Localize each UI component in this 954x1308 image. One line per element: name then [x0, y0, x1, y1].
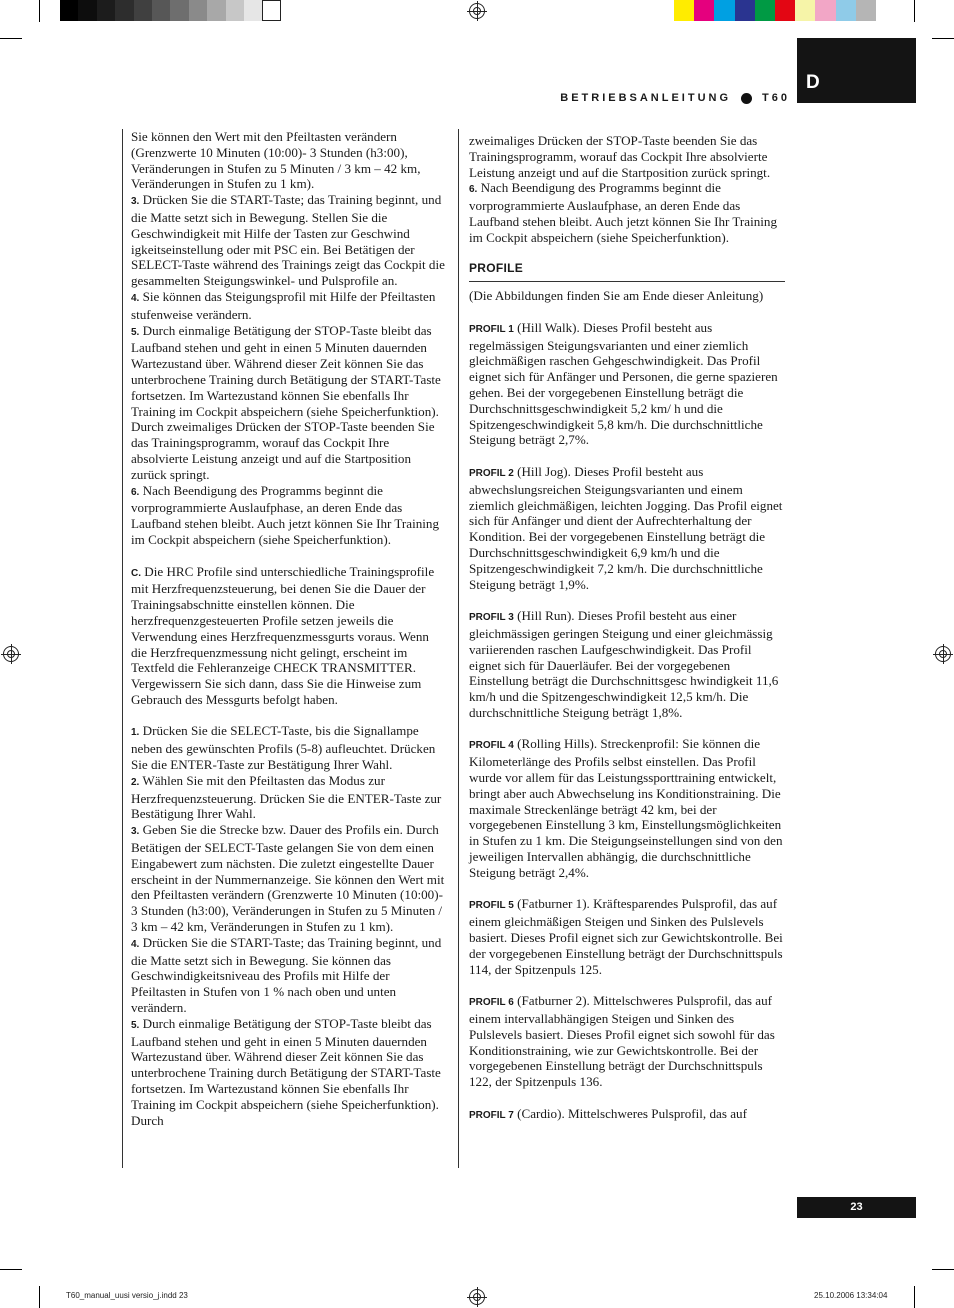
left-column-rule: [122, 129, 123, 1168]
crop-mark: [39, 1286, 40, 1308]
crop-mark: [932, 1269, 954, 1270]
hrc-step-5: 5. Durch einmalige Betätigung der STOP-Taste bleibt das Laufband stehen und geht in einen 5 Minuten dauernden Wartezustand über. Während dieser Zeit können Sie das unterbrochene Training durch Betätigung der START-Taste fortsetzen. Im Wartezustand können Sie ebenfalls Ihr Training im Cockpit abspeichern (siehe Speicherfunktion). Durch: [131, 1015, 441, 1128]
header-model: T60: [762, 92, 790, 104]
gray-swatch: [134, 0, 152, 21]
registration-mark-icon: [469, 3, 485, 19]
color-swatch: [856, 0, 876, 21]
registration-mark-icon: [3, 646, 19, 662]
bullet-icon: [741, 93, 752, 104]
paragraph: Sie können den Wert mit den Pfeiltasten verändern (Grenzwerte 10 Minuten (10:00)- 3 Stunden (h3:00), Veränderungen in Stufen zu 5 Minuten / 3 km – 42 km, Veränderungen in Stufen zu 1 km).: [131, 129, 421, 192]
gray-swatch: [78, 0, 96, 21]
step-6: 6. Nach Beendigung des Programms beginnt die vorprogrammierte Auslaufphase, an deren Ende das Laufband stehen bleibt. Auch jetzt können Sie Ihr Training im Cockpit abspeichern (siehe Speicherfunktion).: [469, 180, 778, 245]
step-5: 5. Durch einmalige Betätigung der STOP-Taste bleibt das Laufband stehen und geht in einen 5 Minuten dauernden Wartezustand über. Während dieser Zeit können Sie das unterbrochene Training durch Betätigung der START-Taste fortsetzen. Im Wartezustand können Sie ebenfalls Ihr Training im Cockpit abspeichern (siehe Speicherfunktion). Durch zweimaliges Drücken der STOP-Taste beenden Sie das Trainingsprogramm, worauf das Cockpit Ihre absolvierte Leistung anzeigt und auf die Startposition zurück springt.: [131, 322, 441, 482]
registration-mark-icon: [935, 646, 951, 662]
step-4: 4. Sie können das Steigungsprofil mit Hilfe der Pfeiltasten stufenweise verändern.: [131, 288, 436, 322]
right-column-rule: [458, 129, 459, 1168]
color-swatch: [674, 0, 694, 21]
color-swatch: [836, 0, 856, 21]
gray-swatch: [244, 0, 262, 21]
section-c: C. Die HRC Profile sind unterschiedliche Trainingsprofile mit Herzfrequenzsteuerung, bei denen Sie die Dauer der Trainingsabschnitte einstellen können. Die herzfrequenzgesteuerten Profile setzen jeweils die Verwendung eines Herzfrequenzmessgurts voraus. Wenn die Herzfrequenzmessung nicht gelingt, erscheint im Textfeld die Fehleranzeige CHECK TRANSMITTER. Vergewissern Sie sich dann, dass Sie die Hinweise zum Gebrauch des Messgurts befolgt haben.: [131, 563, 435, 707]
gray-swatch: [226, 0, 244, 21]
profile-4: PROFIL 4 (Rolling Hills). Streckenprofil: Sie können die Kilometerlänge des Profils selbst einstellen. Das Profil wurde vor allem für das Leistungssporttraining entwickelt, bringt aber auch Abwechselung ins Konditionstraining. Die maximale Streckenlänge beträgt 42 km, bei der vorgegebenen Einstellung 3 km, Einstellungsmöglichkeiten in Stufen zu 1 km. Die Steigungseinstellungen sind von den jeweiligen Intervallen abhängig, die durchschnittliche Steigung beträgt 2,4%.: [469, 736, 783, 880]
profile-7: PROFIL 7 (Cardio). Mittelschweres Pulsprofil, das auf: [469, 1105, 747, 1121]
language-letter: D: [806, 72, 820, 93]
gray-swatch: [152, 0, 170, 21]
running-header: [560, 92, 790, 104]
hrc-step-2: 2. Wählen Sie mit den Pfeiltasten das Modus zur Herzfrequenzsteuerung. Drücken Sie die ENTER-Taste zur Bestätigung Ihrer Wahl.: [131, 772, 442, 822]
crop-mark: [39, 0, 40, 22]
gray-swatch: [97, 0, 115, 21]
registration-mark-icon: [469, 1289, 485, 1305]
gray-swatch: [170, 0, 188, 21]
right-column: [469, 133, 785, 1124]
step-3: 3. Drücken Sie die START-Taste; das Training beginnt, und die Matte setzt sich in Bewegung. Stellen Sie die Geschwindigkeit mit Hilfe der Tasten zur Geschwind igkeitseinstellung oder mit PSC ein. Bei Betätigen der SELECT-Taste während des Trainings zeigt das Cockpit die gesammelten Steigungswinkel- und Pulsprofile an.: [131, 192, 445, 289]
hrc-step-1: 1. Drücken Sie die SELECT-Taste, bis die Signallampe neben des gewünschten Profils (5-8) aufleuchtet. Drücken Sie die ENTER-Taste zur Bestätigung Ihrer Wahl.: [131, 723, 436, 773]
color-swatch: [755, 0, 775, 21]
color-swatch: [815, 0, 835, 21]
section-title: PROFILE: [469, 261, 785, 282]
color-swatch: [775, 0, 795, 21]
gray-swatch: [207, 0, 225, 21]
gray-swatch: [189, 0, 207, 21]
crop-mark: [914, 0, 915, 22]
profile-intro: (Die Abbildungen finden Sie am Ende dieser Anleitung): [469, 288, 764, 304]
page-number: 23: [797, 1197, 916, 1218]
footer-filename: T60_manual_uusi versio_j.indd 23: [66, 1291, 188, 1300]
footer-timestamp: 25.10.2006 13:34:04: [814, 1291, 888, 1300]
profile-5: PROFIL 5 (Fatburner 1). Kräftesparendes Pulsprofil, das auf einem gleichmäßigen Steigen und Sinken des Pulslevels basiert. Dieses Profil eignet sich zur Gewichtskontrolle. Bei der vorgegebenen Einstellung beträgt der Durchschnittspuls 114, der Spitzenpuls 125.: [469, 896, 783, 977]
color-swatch: [735, 0, 755, 21]
step-6: 6. Nach Beendigung des Programms beginnt die vorprogrammierte Auslaufphase, an deren Ende das Laufband stehen bleibt. Auch jetzt können Sie Ihr Training im Cockpit abspeichern (siehe Speicherfunktion).: [131, 482, 440, 547]
paragraph: zweimaliges Drücken der STOP-Taste beenden Sie das Trainingsprogramm, worauf das Cockpit Ihre absolvierte Leistung anzeigt und auf die Startposition zurück springt.: [469, 133, 771, 180]
crop-mark: [914, 1286, 915, 1308]
left-column: [131, 129, 447, 1128]
profile-1: PROFIL 1 (Hill Walk). Dieses Profil besteht aus regelmässigen Steigungsvarianten und einer ziemlich gleichmäßigen raschen Gehgeschwindigkeit. Das Profil eignet sich für Anfänger und Personen, die gerne spazieren gehen. Bei der vorgegebenen Einstellung beträgt die Durchschnittsgeschwindigkeit 5,2 km/ h und die Spitzengeschwindigkeit 5,8 km/h. Die durchschnittliche Steigung beträgt 2,7%.: [469, 319, 778, 448]
hrc-step-3: 3. Geben Sie die Strecke bzw. Dauer des Profils ein. Durch Betätigen der SELECT-Taste gelangen Sie von dem einen Eingabewert zum nächsten. Die zuletzt eingestellte Dauer erscheint in der Nummernanzeige. Sie können den Wert mit den Pfeiltasten verändern (Grenzwerte 10 Minuten (10:00)- 3 Stunden (h3:00), Veränderungen in Stufen zu 5 Minuten / 3 km – 42 km, Veränderungen in Stufen zu 1 km).: [131, 822, 445, 935]
color-swatch: [795, 0, 815, 21]
gray-swatch: [60, 0, 78, 21]
crop-mark: [0, 1269, 22, 1270]
header-title: BETRIEBSANLEITUNG: [560, 92, 732, 104]
gray-swatch: [262, 0, 280, 21]
crop-mark: [932, 38, 954, 39]
hrc-step-4: 4. Drücken Sie die START-Taste; das Training beginnt, und die Matte setzt sich in Bewegung. Sie können das Geschwindigkeitsniveau des Profils mit Hilfe der Pfeiltasten in Stufen von 1 % nach oben und unten verändern.: [131, 934, 442, 1016]
gray-swatch: [115, 0, 133, 21]
profile-3: PROFIL 3 (Hill Run). Dieses Profil besteht aus einer gleichmässigen geringen Steigung und einer gleichmässig variierenden raschen Laufgeschwindigkeit. Das Profil eignet sich für Dauerläufer. Bei der vorgegebenen Einstellung beträgt die Durchschnittsgesc hwindigkeit 11,6 km/h und die Spitzengeschwindigkeit 12,5 km/h. Die durchschnittliche Steigung beträgt 1,8%.: [469, 608, 779, 720]
profile-6: PROFIL 6 (Fatburner 2). Mittelschweres Pulsprofil, das auf einem intervallabhängigen Steigen und Sinken des Pulslevels basiert. Dieses Profil eignet sich sowohl für das Konditionstraining, wie zur Gewichtskontrolle. Bei der vorgegebenen Einstellung beträgt der Durchschnittspuls 122, der Spitzenpuls 136.: [469, 993, 775, 1090]
profile-2: PROFIL 2 (Hill Jog). Dieses Profil besteht aus abwechslungsreichen Steigungsvarianten und einem ziemlich gleichmäßigen, leichten Jogging. Das Profil eignet sich für Anfänger und dient der Aufrechterhaltung der Kondition. Bei der vorgegebenen Einstellung beträgt die Durchschnittsgeschwindigkeit 6,9 km/h und die Spitzengeschwindigkeit 7,2 km/h. Die durchschnittliche Steigung beträgt 1,9%.: [469, 463, 783, 592]
crop-mark: [0, 38, 22, 39]
color-swatch: [714, 0, 734, 21]
color-swatch: [694, 0, 714, 21]
